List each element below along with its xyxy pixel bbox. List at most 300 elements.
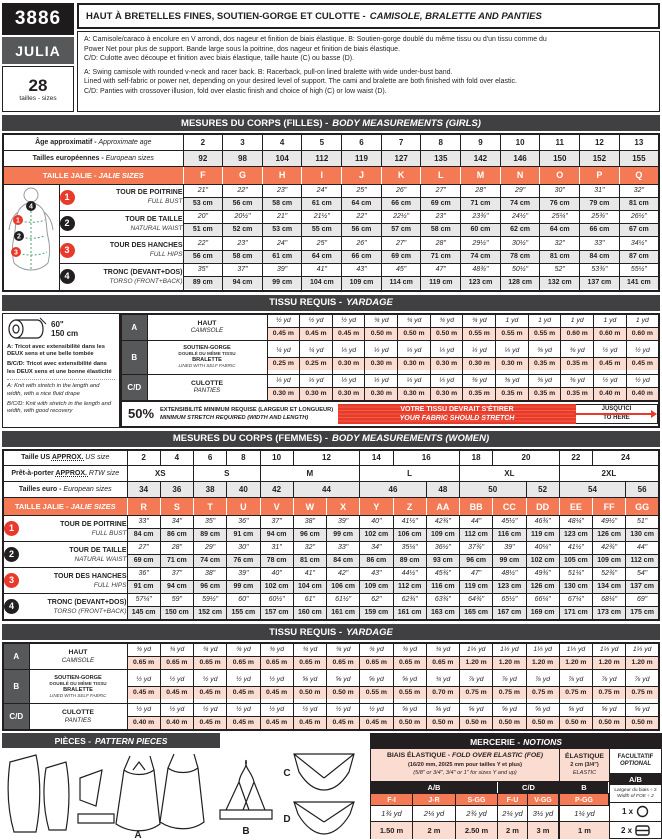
value-meters: 0.50 m	[431, 327, 463, 340]
yardage-cell	[260, 704, 293, 731]
yardage-cell	[227, 643, 260, 670]
notions-body	[371, 749, 661, 839]
value-meters: 0.45 m	[327, 716, 359, 729]
value-meters: 0.45 m	[360, 716, 392, 729]
measurement-label-text	[78, 241, 183, 259]
description-french	[84, 35, 653, 64]
measurement-number-badge: 2	[4, 547, 19, 562]
value-inches: 27"	[395, 239, 407, 247]
value-meters: 0.65 m	[394, 656, 426, 669]
value-inches: 22"	[237, 186, 248, 194]
value-inches: 21"	[197, 186, 208, 194]
value-meters: 0.30 m	[496, 357, 528, 370]
measurement-cell	[293, 542, 326, 568]
value-inches: 69"	[636, 596, 648, 603]
yardage-cell	[227, 704, 260, 731]
notions-yd-cell: 3½ yd	[528, 806, 559, 822]
value-inches: 29"	[204, 544, 216, 551]
value-inches: 52"	[554, 266, 565, 274]
euro-row-label	[3, 150, 183, 166]
us-size-cell: 4	[160, 450, 193, 466]
measurement-cell	[421, 237, 461, 263]
yardage-cell	[398, 314, 431, 341]
value-inches: 26½"	[630, 213, 647, 221]
yardage-label-line: SOUTIEN-GORGE	[183, 345, 231, 351]
girls-yardage-table	[120, 313, 660, 402]
value-inches: 59½"	[202, 596, 219, 603]
value-meters: 1.20 m	[493, 656, 525, 669]
measurement-cell	[619, 184, 659, 210]
measurement-row-1	[3, 516, 659, 542]
value-inches: 39"	[337, 518, 349, 525]
description-english	[84, 68, 653, 97]
value-meters: 0.65 m	[294, 656, 326, 669]
value-meters: 0.35 m	[529, 357, 561, 370]
description-line: Lined with self-fabric or power net, depending on your desired level of support. The cami and bralette are both finished with fold over elastic.	[84, 78, 517, 86]
stretch-requirement	[120, 402, 660, 428]
measurement-cell	[626, 594, 659, 621]
notions-yard-values	[371, 806, 559, 822]
value-cm: 53 cm	[184, 197, 223, 210]
value-yards: ½ yd	[161, 704, 193, 716]
notions-m-cell: 2 m	[498, 822, 528, 839]
age-cell: 11	[540, 134, 580, 150]
measurement-cell	[342, 263, 382, 290]
value-yards: ⅓ yd	[496, 345, 528, 357]
value-meters: 0.30 m	[431, 357, 463, 370]
yardage-cell	[127, 643, 160, 670]
measurement-label-fr: TOUR DES HANCHES	[109, 242, 183, 250]
value-meters: 0.55 m	[360, 686, 392, 699]
value-meters: 0.45 m	[333, 327, 365, 340]
notions-yd-cell: 2¼ yd	[413, 806, 456, 822]
value-cm: 66 cm	[580, 223, 619, 236]
value-inches: 38"	[304, 518, 316, 525]
value-yards: 1⅓ yd	[493, 644, 525, 656]
measurement-cell	[540, 210, 580, 236]
stretch-to-here-en: TO HERE	[603, 414, 630, 421]
measurement-cell	[160, 516, 193, 542]
measurement-cell	[227, 568, 260, 594]
yardage-cell	[526, 704, 559, 731]
measurement-cell	[619, 237, 659, 263]
value-yards: 1⅓ yd	[626, 644, 658, 656]
age-cell: 13	[619, 134, 659, 150]
value-cm: 81 cm	[294, 554, 326, 567]
value-cm: 157 cm	[261, 606, 293, 619]
fabric-width-in: 60"	[51, 319, 64, 329]
value-yards: ¾ yd	[327, 644, 359, 656]
jalie-size-cell: AA	[426, 498, 459, 516]
value-inches: 34"	[171, 518, 183, 525]
value-cm: 163 cm	[427, 606, 459, 619]
value-inches: 51"	[636, 518, 648, 525]
value-yards: ¾ yd	[194, 644, 226, 656]
value-cm: 96 cm	[460, 554, 492, 567]
jalie-size-cell: M	[461, 166, 501, 184]
yardage-row-C-D	[121, 374, 659, 401]
measurement-number-badge: 1	[60, 190, 75, 205]
value-yards: ¾ yd	[394, 644, 426, 656]
label-part: JALIE SIZES	[70, 502, 116, 511]
pattern-title-fr: HAUT À BRETELLES FINES, SOUTIEN-GORGE ET CULOTTE -	[86, 10, 366, 22]
value-inches: 35¼"	[401, 544, 418, 551]
notions-yd-cell: 2¾ yd	[456, 806, 498, 822]
foe-title	[387, 752, 543, 761]
value-cm: 105 cm	[560, 554, 592, 567]
value-inches: 41½"	[567, 544, 584, 551]
value-cm: 81 cm	[540, 250, 579, 263]
yardage-cell	[160, 704, 193, 731]
value-cm: 71 cm	[461, 197, 500, 210]
yardage-cell	[393, 670, 426, 704]
slider-quantity: 2 x	[620, 825, 633, 835]
measurement-cell	[426, 516, 459, 542]
yardage-cell	[561, 374, 594, 401]
foe-header	[371, 749, 559, 782]
value-meters: 0.30 m	[431, 387, 463, 400]
value-inches: 40"	[271, 570, 282, 577]
yardage-label-line: CULOTTE	[190, 379, 224, 387]
fabric-width	[7, 317, 115, 341]
value-cm: 159 cm	[360, 606, 392, 619]
value-cm: 99 cm	[327, 528, 359, 541]
yardage-cell	[398, 340, 431, 374]
measurement-cell	[593, 568, 626, 594]
value-meters: 0.40 m	[594, 387, 626, 400]
measurement-cell	[493, 568, 526, 594]
jalie-row-label	[3, 166, 183, 184]
value-cm: 160 cm	[294, 606, 326, 619]
value-cm: 123 cm	[560, 528, 592, 541]
value-inches: 45½"	[501, 518, 518, 525]
euro-row	[3, 482, 659, 498]
divider	[7, 379, 115, 380]
measurement-cell	[260, 542, 293, 568]
value-inches: 28"	[171, 544, 183, 551]
value-yards: ⅞ yd	[460, 674, 492, 686]
yardage-cell	[267, 374, 300, 401]
label-part: APPROX.	[51, 454, 86, 462]
value-cm: 104 cm	[302, 276, 341, 289]
value-cm: 96 cm	[194, 580, 226, 593]
value-inches: 48¾"	[472, 266, 489, 274]
measurement-number-badge: 2	[60, 216, 75, 231]
age-row	[3, 134, 659, 150]
piece-label-b: B	[242, 826, 250, 837]
value-cm: 102 cm	[261, 580, 293, 593]
value-yards: ⅜ yd	[529, 375, 561, 387]
women-yardage-table	[2, 642, 660, 731]
value-inches: 47"	[435, 266, 446, 274]
yardage-cell	[460, 670, 493, 704]
yardage-cell	[360, 670, 393, 704]
jalie-size-cell: U	[227, 498, 260, 516]
value-meters: 0.55 m	[394, 686, 426, 699]
value-meters: 1.20 m	[626, 656, 658, 669]
elastic-size-range: P-GG	[560, 793, 609, 806]
value-cm: 69 cm	[421, 197, 460, 210]
yardage-cell	[293, 670, 326, 704]
value-inches: 20½"	[234, 213, 251, 221]
value-inches: 62¾"	[401, 596, 418, 603]
measurement-cell	[526, 516, 559, 542]
label-part: TAILLE JALIE -	[42, 170, 99, 180]
us-size-cell: 8	[227, 450, 260, 466]
yardage-cell	[194, 704, 227, 731]
measurement-cell	[460, 542, 493, 568]
jalie-size-cell: V	[260, 498, 293, 516]
age-cell: 10	[500, 134, 540, 150]
value-yards: ¾ yd	[360, 644, 392, 656]
value-yards: ⅝ yd	[560, 704, 592, 716]
value-inches: 26"	[395, 186, 407, 194]
value-cm: 86 cm	[360, 554, 392, 567]
age-cell: 12	[580, 134, 620, 150]
value-cm: 119 cm	[421, 276, 460, 289]
notions-range-cell: F-U	[498, 793, 528, 806]
measurement-cell	[223, 184, 263, 210]
value-meters: 0.50 m	[427, 716, 459, 729]
value-yards: ⅝ yd	[493, 704, 525, 716]
euro-size-cell: 98	[223, 150, 263, 166]
pattern-name: JULIA	[2, 37, 74, 64]
value-inches: 35"	[204, 518, 216, 525]
measurement-cell	[526, 542, 559, 568]
value-inches: 30"	[238, 544, 249, 551]
jalie-size-cell: Z	[393, 498, 426, 516]
women-measurements-table	[2, 449, 660, 622]
notions-optional-block	[609, 749, 661, 839]
measurement-cell	[619, 210, 659, 236]
value-yards: ⅓ yd	[333, 375, 365, 387]
value-meters: 0.50 m	[560, 716, 592, 729]
piece-label-a: A	[134, 830, 142, 840]
value-yards: ⅝ yd	[527, 704, 559, 716]
value-cm: 61 cm	[263, 250, 302, 263]
value-cm: 76 cm	[227, 554, 259, 567]
stretch-band-fr: VOTRE TISSU DEVRAIT S'ÉTIRER	[400, 405, 514, 413]
value-yards: ⅞ yd	[626, 674, 658, 686]
stretch-percent: 50%	[127, 406, 155, 421]
yardage-label-line: SOUTIEN-GORGE	[54, 674, 102, 681]
measurement-cell	[426, 594, 459, 621]
us-size-row-label	[3, 450, 127, 466]
optional-label-fr: FACULTATIF	[617, 754, 654, 760]
measurement-cell	[194, 568, 227, 594]
jalie-size-cell: I	[302, 166, 342, 184]
measurement-cell	[461, 210, 501, 236]
jalie-size-cell: S	[160, 498, 193, 516]
value-cm: 74 cm	[501, 197, 540, 210]
yardage-cell	[593, 670, 626, 704]
value-meters: 0.25 m	[268, 357, 300, 370]
elastic-title-fr: ÉLASTIQUE	[565, 753, 604, 760]
value-inches: 40¼"	[534, 544, 551, 551]
value-inches: 46¾"	[534, 518, 551, 525]
value-inches: 28"	[475, 186, 486, 194]
measurement-cell	[526, 594, 559, 621]
value-inches: 39"	[277, 266, 288, 274]
value-inches: 44"	[636, 544, 648, 551]
value-yards: ½ yd	[333, 315, 365, 327]
euro-size-cell: 142	[461, 150, 501, 166]
yardage-cell	[561, 314, 594, 341]
measurement-cell	[342, 210, 382, 236]
measurement-label-inner	[60, 215, 183, 233]
value-yards: ¾ yd	[398, 315, 430, 327]
value-inches: 23"	[277, 186, 288, 194]
value-inches: 29"	[514, 186, 526, 194]
value-inches: 43"	[356, 266, 367, 274]
value-inches: 33"	[337, 544, 349, 551]
slider-icon	[635, 825, 650, 836]
foe-subtitle-en: (5/8" or 3/4", 3/4" or 1" for sizes Y and up)	[413, 770, 517, 777]
svg-text:2: 2	[17, 233, 22, 241]
measurement-cell	[421, 210, 461, 236]
measurement-cell	[223, 210, 263, 236]
value-meters: 0.75 m	[493, 686, 525, 699]
value-meters: 0.40 m	[161, 716, 193, 729]
measurement-cell	[500, 237, 540, 263]
pattern-title	[77, 3, 660, 29]
fabric-note-fr-bcd: B/C/D: Tricot avec extensibilité dans les DEUX sens et une bonne élasticité	[7, 361, 112, 375]
euro-size-cell: 54	[559, 482, 626, 498]
value-yards: ½ yd	[194, 674, 226, 686]
yardage-cell	[267, 340, 300, 374]
yardage-label-line: PANTIES	[193, 387, 221, 394]
value-cm: 52 cm	[223, 223, 262, 236]
measurement-cell	[194, 594, 227, 621]
value-cm: 93 cm	[427, 554, 459, 567]
measurement-label-en: FULL HIPS	[93, 581, 127, 589]
measurement-cell	[626, 516, 659, 542]
value-yards: ¾ yd	[294, 644, 326, 656]
euro-size-cell: 152	[580, 150, 620, 166]
rtw-size-cell: M	[260, 466, 360, 482]
value-cm: 109 cm	[427, 528, 459, 541]
value-cm: 61 cm	[302, 197, 341, 210]
measurement-cell	[293, 594, 326, 621]
value-cm: 84 cm	[580, 250, 619, 263]
value-meters: 0.65 m	[161, 656, 193, 669]
elastic-size: 2 cm (3/4")	[570, 762, 599, 768]
jalie-row-label	[3, 498, 127, 516]
measurement-cell	[393, 542, 426, 568]
value-cm: 64 cm	[540, 223, 579, 236]
value-meters: 0.30 m	[398, 387, 430, 400]
measurement-cell	[381, 237, 421, 263]
us-size-cell: 20	[493, 450, 560, 466]
measurement-row-1	[3, 184, 659, 210]
value-cm: 161 cm	[394, 606, 426, 619]
notions-yd-cell: 2¼ yd	[498, 806, 528, 822]
euro-size-cell: 92	[183, 150, 223, 166]
value-yards: ¼ yd	[300, 345, 332, 357]
value-cm: 58 cm	[223, 250, 262, 263]
fabric-width-values	[51, 320, 78, 338]
value-meters: 0.65 m	[360, 656, 392, 669]
yardage-cell	[393, 643, 426, 670]
sizes-count: 28	[28, 75, 48, 95]
value-meters: 0.70 m	[427, 686, 459, 699]
value-inches: 41"	[316, 266, 327, 274]
value-inches: 35"	[197, 266, 208, 274]
yardage-cell	[430, 374, 463, 401]
description-line: A: Swing camisole with rounded v-neck and racer back. B: Racerback, pull-on lined bralette with wide under-bust band.	[84, 68, 453, 76]
measurement-cell	[540, 263, 580, 290]
value-inches: 42¾"	[601, 544, 618, 551]
value-cm: 137 cm	[626, 580, 658, 593]
pieces-title-fr: PIÈCES -	[54, 735, 91, 746]
stretch-to-here-box	[576, 404, 658, 424]
measurement-cell	[262, 210, 302, 236]
yardage-cell	[460, 643, 493, 670]
value-meters: 0.50 m	[593, 716, 625, 729]
measurement-cell	[461, 263, 501, 290]
value-meters: 0.60 m	[561, 327, 593, 340]
girls-section-title	[2, 115, 660, 131]
value-inches: 60½"	[268, 596, 285, 603]
fabric-note-fr-a: A: Tricot avec extensibilité dans les DEUX sens et une belle tombée	[7, 343, 105, 357]
value-cm: 58 cm	[421, 223, 460, 236]
value-cm: 112 cm	[460, 528, 492, 541]
measurement-cell	[421, 263, 461, 290]
measurement-row-3	[3, 568, 659, 594]
rtw-size-cell: XL	[460, 466, 560, 482]
measurement-label-fr: TRONC (DEVANT+DOS)	[47, 598, 127, 606]
yardage-cell	[594, 314, 627, 341]
label-part: Taille US	[21, 454, 52, 462]
measurement-label	[3, 594, 127, 621]
value-yards: ⅜ yd	[496, 375, 528, 387]
value-inches: 40"	[371, 518, 382, 525]
jalie-row	[3, 498, 659, 516]
fabric-note-en-a: A: Knit with stretch in the length and width, with a nice fluid drape	[7, 383, 100, 397]
value-meters: 0.30 m	[398, 357, 430, 370]
value-cm: 171 cm	[560, 606, 592, 619]
measurement-label-fr: TOUR DE TAILLE	[125, 215, 183, 223]
yardage-cell	[194, 643, 227, 670]
value-meters: 0.65 m	[194, 656, 226, 669]
euro-size-cell: 52	[526, 482, 559, 498]
measurement-cell	[223, 263, 263, 290]
jalie-size-cell: DD	[526, 498, 559, 516]
value-inches: 59"	[171, 596, 183, 603]
value-yards: ¾ yd	[365, 315, 397, 327]
value-inches: 21½"	[313, 213, 330, 221]
measurement-cell	[559, 594, 592, 621]
value-cm: 106 cm	[394, 528, 426, 541]
value-inches: 31"	[594, 186, 605, 194]
value-inches: 25¾"	[591, 213, 608, 221]
value-cm: 145 cm	[128, 606, 160, 619]
value-yards: ½ yd	[261, 674, 293, 686]
measurement-cell	[593, 594, 626, 621]
measurement-cell	[342, 184, 382, 210]
value-cm: 55 cm	[302, 223, 341, 236]
measurement-cell	[460, 594, 493, 621]
value-yards: ¾ yd	[431, 315, 463, 327]
header-left-column	[2, 3, 74, 112]
value-inches: 68¼"	[601, 596, 618, 603]
value-cm: 66 cm	[342, 250, 381, 263]
measurement-label-inner	[4, 572, 127, 590]
girls-yardage-table-wrap	[120, 313, 660, 402]
value-meters: 0.45 m	[194, 686, 226, 699]
value-inches: 49½"	[601, 518, 618, 525]
value-meters: 0.50 m	[460, 716, 492, 729]
